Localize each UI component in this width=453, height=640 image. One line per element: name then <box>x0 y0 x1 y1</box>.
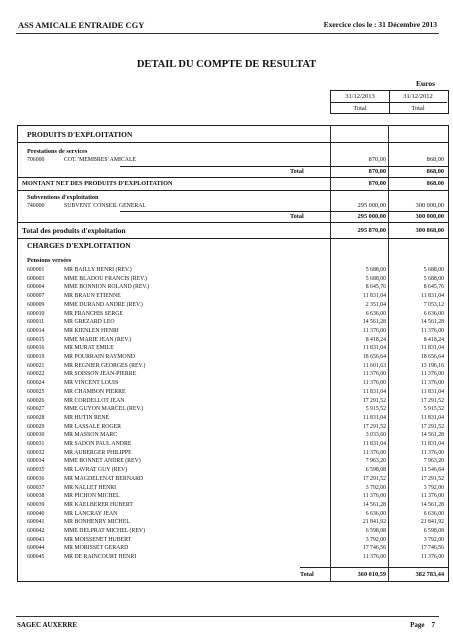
pension-code: 600038 <box>27 493 45 500</box>
pension-value-2013: 3 792,00 <box>365 536 386 543</box>
montant-net-label: MONTANT NET DES PRODUITS D'EXPLOITATION <box>22 180 173 187</box>
pension-name: MME DELPRAT MICHEL (REV) <box>64 528 145 534</box>
charges-total-2012: 382 783,44 <box>415 571 444 578</box>
pension-code: 600007 <box>27 293 45 300</box>
pension-code: 600027 <box>27 406 45 413</box>
pension-code: 600016 <box>27 345 45 352</box>
pension-name: MR MURAT EMILE <box>64 345 114 352</box>
column-label: Total <box>411 105 425 112</box>
pension-value-2012: 21 841,92 <box>420 519 444 526</box>
row-divider <box>17 177 448 178</box>
total-label: Total <box>290 213 304 220</box>
pension-code: 600034 <box>27 458 45 465</box>
pension-name: MR BONHENRY MICHEL <box>64 519 130 526</box>
pension-value-2012: 8 645,76 <box>423 284 444 291</box>
pension-name: MR GREZARD LEO <box>64 319 115 326</box>
pension-code: 600045 <box>27 554 45 561</box>
pension-name: MR CHAMBON PIERRE <box>64 388 126 395</box>
pension-value-2013: 6 636,00 <box>365 310 386 317</box>
row-divider <box>17 142 448 143</box>
organization-name: ASS AMICALE ENTRAIDE CGY <box>18 20 145 30</box>
pension-value-2013: 8 418,24 <box>365 336 386 343</box>
pension-value-2013: 17 291,52 <box>362 475 386 482</box>
total-2012: 300 000,00 <box>415 213 444 220</box>
pension-value-2013: 7 963,20 <box>365 458 386 465</box>
fiscal-period: Exercice clos le : 31 Décembre 2013 <box>323 20 437 29</box>
account-label: COT. 'MEMBRES' AMICALE <box>64 157 137 163</box>
pension-value-2012: 11 546,64 <box>421 467 444 474</box>
pension-code: 600003 <box>27 275 45 282</box>
pension-name: MR BRAUN ETIENNE <box>64 293 121 300</box>
pension-value-2012: 17 746,56 <box>420 545 444 552</box>
account-code: 740000 <box>27 203 45 209</box>
pension-code: 600031 <box>27 441 45 447</box>
pension-code: 600030 <box>27 432 45 439</box>
pension-value-2012: 5 915,52 <box>423 406 444 413</box>
column-header <box>330 90 449 114</box>
pension-value-2012: 18 656,64 <box>420 354 444 360</box>
pension-code: 600015 <box>27 336 45 343</box>
pension-name: MR LASSALE ROGER <box>64 423 122 430</box>
pension-code: 600010 <box>27 310 45 317</box>
pension-value-2013: 5 915,52 <box>365 406 386 413</box>
pension-code: 600042 <box>27 528 45 534</box>
page-label: Page <box>410 621 425 629</box>
pension-name: MR CORDELLOT JEAN <box>64 397 125 404</box>
grand-total-2013: 295 870,00 <box>357 227 386 234</box>
pension-value-2012: 11 831,04 <box>421 441 444 447</box>
pension-code: 600040 <box>27 510 45 517</box>
pension-name: MR VINCENT LOUIS <box>64 380 119 387</box>
pension-code: 600029 <box>27 423 45 430</box>
pension-name: MR HUTIN RENE <box>64 414 110 421</box>
pension-value-2013: 3 033,60 <box>365 432 386 439</box>
pension-code: 600014 <box>27 327 45 334</box>
row-divider <box>17 222 448 223</box>
pension-value-2013: 11 376,00 <box>363 371 386 378</box>
pension-value-2013: 17 291,52 <box>362 397 386 404</box>
pension-name: MME BLADOU FRANCIS (REV.) <box>64 275 147 282</box>
pension-value-2013: 5 688,00 <box>365 275 386 282</box>
pension-name: MME BONNION ROLAND (REV.) <box>64 284 150 291</box>
value-2012: 868,00 <box>426 156 444 163</box>
pension-name: MR NALLET HENRI <box>64 484 117 491</box>
section-heading-charges: CHARGES D'EXPLOITATION <box>27 241 131 250</box>
value-2013: 295 000,00 <box>357 202 386 209</box>
pension-value-2012: 17 291,52 <box>420 475 444 482</box>
pension-code: 600032 <box>27 449 45 456</box>
pension-name: MR LANCRAY JEAN <box>64 510 118 517</box>
pension-value-2012: 17 291,52 <box>420 397 444 404</box>
pension-name: MR PICHON MICHEL <box>64 493 120 500</box>
pension-value-2012: 13 196,16 <box>420 362 444 369</box>
pension-value-2012: 11 831,04 <box>421 293 444 300</box>
pension-code: 600001 <box>27 267 45 273</box>
pension-value-2013: 11 376,00 <box>363 380 386 387</box>
pension-value-2012: 11 376,00 <box>421 449 444 456</box>
pension-value-2013: 6 598,08 <box>365 528 386 534</box>
pension-name: MR LAVRAT GUY (REV) <box>64 467 128 474</box>
subsection-heading: Prestations de services <box>27 148 88 155</box>
pension-value-2012: 6 636,00 <box>423 510 444 517</box>
section-heading-produits: PRODUITS D'EXPLOITATION <box>27 130 133 139</box>
column-label: Total <box>353 105 367 112</box>
pension-value-2012: 14 561,28 <box>420 319 444 326</box>
pension-value-2012: 3 792,00 <box>423 484 444 491</box>
pension-value-2013: 6 636,00 <box>365 510 386 517</box>
subsection-heading: Subventions d'exploitation <box>27 194 99 201</box>
pension-value-2012: 5 688,00 <box>423 267 444 273</box>
pension-value-2012: 11 376,00 <box>421 371 444 378</box>
column-separator <box>330 125 331 582</box>
pension-value-2013: 11 376,00 <box>363 449 386 456</box>
pension-value-2012: 11 831,04 <box>421 414 444 421</box>
row-divider <box>17 190 448 191</box>
footer-divider <box>16 616 439 617</box>
page-number <box>410 621 435 629</box>
pension-name: MME DURAND ANDRE (REV.) <box>64 301 143 308</box>
pension-name: MR SOISSON JEAN-PIERRE <box>64 371 137 378</box>
pension-value-2012: 11 376,00 <box>421 380 444 387</box>
pension-value-2013: 14 561,28 <box>362 319 386 326</box>
page-title: DETAIL DU COMPTE DE RESULTAT <box>136 59 317 70</box>
pension-code: 600035 <box>27 467 45 474</box>
pension-value-2012: 11 376,00 <box>421 554 444 561</box>
header-divider <box>16 33 439 34</box>
montant-net-2012: 868,00 <box>426 180 444 187</box>
pension-code: 600009 <box>27 301 45 308</box>
pension-value-2012: 11 831,04 <box>421 345 444 352</box>
pension-code: 600026 <box>27 397 45 404</box>
pension-name: MR FRANCHIS SERGE <box>64 310 123 317</box>
pension-value-2013: 11 376,00 <box>363 493 386 500</box>
grand-total-label: Total des produits d'exploitation <box>22 226 126 235</box>
charges-total-2013: 360 010,59 <box>357 571 386 578</box>
pension-code: 600022 <box>27 371 45 378</box>
pension-code: 600011 <box>27 319 45 326</box>
pension-code: 600004 <box>27 284 45 291</box>
column-date: 31/12/2012 <box>389 91 447 103</box>
total-2013: 295 000,00 <box>357 213 386 220</box>
pension-code: 600041 <box>27 519 45 526</box>
row-divider <box>17 238 448 239</box>
pension-code: 600044 <box>27 545 45 552</box>
column-separator <box>388 125 389 582</box>
pension-name: MR MAGDELENAT BERNARD <box>64 475 144 482</box>
pension-name: MME MARIE JEAN (REV.) <box>64 336 132 343</box>
value-2013: 870,00 <box>368 156 386 163</box>
pension-name: MR DE RAINCOURT HENRI <box>64 554 137 561</box>
pension-value-2013: 3 792,00 <box>365 484 386 491</box>
pension-code: 600039 <box>27 501 45 508</box>
row-divider <box>120 211 448 212</box>
pension-value-2013: 8 645,76 <box>365 284 386 291</box>
pension-value-2012: 8 418,24 <box>423 336 444 343</box>
pension-name: MR AUBERGER PHILIPPE <box>64 449 132 456</box>
pension-value-2013: 18 656,64 <box>362 354 386 360</box>
pension-name: MME BONNET ANDRE (REV) <box>64 458 141 465</box>
account-label: SUBVENT. CONSEIL GENERAL <box>64 203 146 209</box>
column-2012 <box>389 91 447 113</box>
pension-value-2013: 11 376,00 <box>363 327 386 334</box>
pension-code: 600028 <box>27 414 45 421</box>
pension-name: MR MORISSET GERARD <box>64 545 129 552</box>
pension-value-2013: 11 831,04 <box>363 441 386 447</box>
pension-code: 600036 <box>27 475 45 482</box>
column-2013 <box>331 91 390 113</box>
pension-value-2012: 11 831,04 <box>421 388 444 395</box>
pension-value-2013: 17 291,52 <box>362 423 386 430</box>
pension-code: 600037 <box>27 484 45 491</box>
pension-code: 600025 <box>27 388 45 395</box>
pension-value-2012: 6 598,08 <box>423 528 444 534</box>
pension-value-2012: 5 688,00 <box>423 275 444 282</box>
pension-value-2012: 17 291,52 <box>420 423 444 430</box>
pension-code: 600019 <box>27 354 45 360</box>
pension-name: MR MASSON MARC <box>64 432 118 439</box>
montant-net-2013: 870,00 <box>368 180 386 187</box>
value-2012: 300 000,00 <box>415 202 444 209</box>
pension-code: 600043 <box>27 536 45 543</box>
row-divider <box>300 567 448 568</box>
pension-value-2013: 14 561,28 <box>362 501 386 508</box>
total-2012: 868,00 <box>426 168 444 175</box>
pension-name: MR KIENLEN HENRI <box>64 327 119 334</box>
pension-value-2012: 3 792,00 <box>423 536 444 543</box>
pension-name: MR SADON PAUL ANDRE <box>64 441 132 447</box>
pension-value-2013: 2 351,04 <box>365 301 386 308</box>
pension-code: 600024 <box>27 380 45 387</box>
pension-value-2012: 6 636,00 <box>423 310 444 317</box>
grand-total-2012: 300 868,00 <box>415 227 444 234</box>
pension-value-2013: 11 831,04 <box>363 414 386 421</box>
pension-value-2013: 11 831,04 <box>363 345 386 352</box>
pension-name: MR MOISSENET HUBERT <box>64 536 132 543</box>
footer-company: SAGEC AUXERRE <box>17 621 78 629</box>
pension-name: MME GUYON MARCEL (REV.) <box>64 406 144 413</box>
pension-value-2012: 7 053,12 <box>423 301 444 308</box>
pension-value-2012: 14 561,28 <box>420 432 444 439</box>
total-2013: 870,00 <box>368 168 386 175</box>
pension-name: MR KAELBERER HUBERT <box>64 501 133 508</box>
subsection-heading: Pensions versées <box>27 257 72 264</box>
pension-code: 600021 <box>27 362 45 369</box>
pension-value-2012: 14 561,28 <box>420 501 444 508</box>
currency-label: Euros <box>415 79 435 88</box>
row-divider <box>120 166 448 167</box>
pension-value-2013: 21 841,92 <box>362 519 386 526</box>
pension-value-2013: 11 831,04 <box>363 293 386 300</box>
account-code: 706000 <box>27 157 45 163</box>
pension-name: MR BAILLY HENRI (REV.) <box>64 267 132 273</box>
pension-value-2013: 5 688,00 <box>365 267 386 273</box>
pension-value-2013: 6 598,08 <box>365 467 386 474</box>
pension-value-2013: 11 376,00 <box>363 554 386 561</box>
pension-value-2013: 11 831,04 <box>363 388 386 395</box>
pension-value-2012: 11 376,00 <box>421 327 444 334</box>
pension-value-2013: 11 601,63 <box>363 362 386 369</box>
page-number-value: 7 <box>431 621 435 629</box>
pension-value-2013: 17 746,56 <box>362 545 386 552</box>
total-label: Total <box>300 571 314 578</box>
pension-value-2012: 7 963,20 <box>423 458 444 465</box>
column-date: 31/12/2013 <box>331 91 389 103</box>
pension-name: MR POURRAIN RAYMOND <box>64 354 135 360</box>
total-label: Total <box>290 168 304 175</box>
pension-value-2012: 11 376,00 <box>421 493 444 500</box>
pension-name: MR REGNIER GEORGES (REV.) <box>64 362 146 369</box>
